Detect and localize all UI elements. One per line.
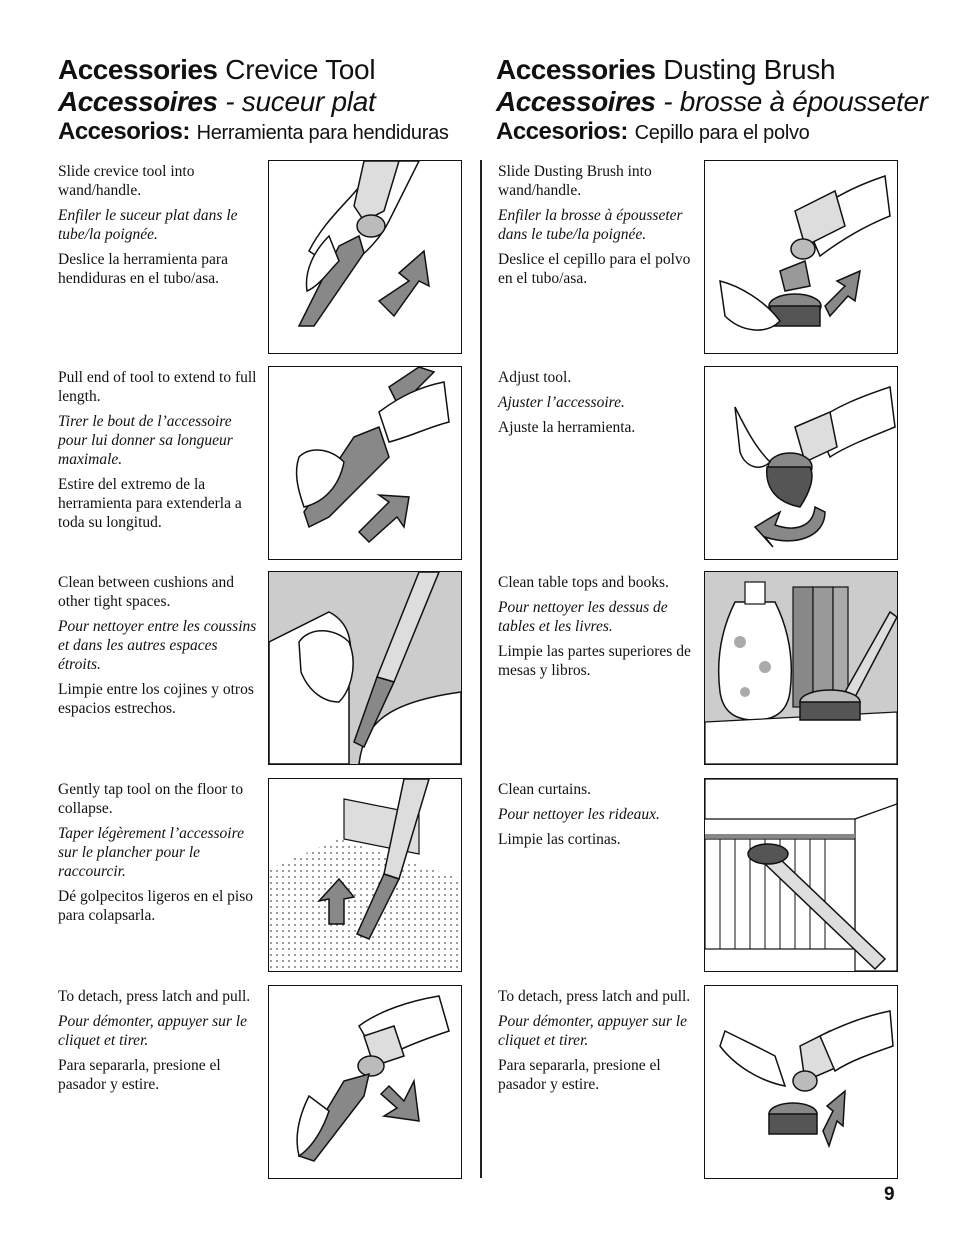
illustration-detach-crevice-tool (268, 985, 462, 1179)
right-step-4 (498, 778, 918, 972)
right-step-3 (498, 571, 918, 765)
step-text-es: Limpie entre los cojines y otros espacios estrechos. (58, 681, 254, 717)
illustration-clean-table-books (704, 571, 898, 765)
illustration-insert-crevice-tool (268, 160, 462, 354)
illustration-clean-cushions (268, 571, 462, 765)
step-text-en: Clean curtains. (498, 781, 591, 798)
step-text-en: To detach, press latch and pull. (498, 988, 691, 1005)
illustration-adjust-brush (704, 366, 898, 560)
step-text-fr: Tirer le bout de l’accessoire pour lui donner sa longueur maximale. (58, 413, 233, 468)
illustration-insert-dusting-brush (704, 160, 898, 354)
step-text-fr: Pour démonter, appuyer sur le cliquet et tirer. (58, 1013, 247, 1049)
page-number: 9 (884, 1184, 895, 1205)
left-step-1 (58, 160, 478, 354)
illustration-clean-curtains (704, 778, 898, 972)
right-heading-line3: Accesorios: Cepillo para el polvo (496, 118, 810, 145)
right-heading-line1: Accessories Dusting Brush (496, 54, 836, 85)
left-step-4 (58, 778, 478, 972)
left-step-2 (58, 366, 478, 560)
right-step-5 (498, 985, 918, 1179)
step-text-en: Clean table tops and books. (498, 574, 669, 591)
step-text-en: Pull end of tool to extend to full length. (58, 369, 257, 405)
step-text-es: Para separarla, presione el pasador y estire. (58, 1057, 221, 1093)
step-text-es: Ajuste la herramienta. (498, 419, 636, 436)
step-text-es: Para separarla, presione el pasador y estire. (498, 1057, 661, 1093)
step-text-en: To detach, press latch and pull. (58, 988, 251, 1005)
step-text-en: Gently tap tool on the floor to collapse. (58, 781, 244, 817)
right-heading-line2: Accessoires - brosse à épousseter (496, 86, 928, 117)
step-text-fr: Pour nettoyer entre les coussins et dans les autres espaces étroits. (58, 618, 257, 673)
step-text-en: Clean between cushions and other tight spaces. (58, 574, 235, 610)
left-step-5 (58, 985, 478, 1179)
step-text-en: Adjust tool. (498, 369, 572, 386)
left-heading-line2: Accessoires - suceur plat (58, 86, 376, 117)
illustration-extend-crevice-tool (268, 366, 462, 560)
step-text-es: Limpie las cortinas. (498, 831, 621, 848)
step-text-fr: Pour nettoyer les rideaux. (498, 806, 660, 823)
step-text-en: Slide Dusting Brush into wand/handle. (498, 163, 652, 199)
step-text-es: Dé golpecitos ligeros en el piso para colapsarla. (58, 888, 253, 924)
left-heading (58, 56, 464, 152)
step-text-fr: Enfiler la brosse à épousseter dans le tube/la poignée. (498, 207, 683, 243)
step-text-es: Deslice la herramienta para hendiduras en el tubo/asa. (58, 251, 228, 287)
step-text-fr: Enfiler le suceur plat dans le tube/la poignée. (58, 207, 238, 243)
step-text-fr: Pour démonter, appuyer sur le cliquet et tirer. (498, 1013, 687, 1049)
column-divider (480, 160, 482, 1178)
step-text-fr: Ajuster l’accessoire. (498, 394, 625, 411)
right-step-1 (498, 160, 918, 354)
left-step-3 (58, 571, 478, 765)
step-text-es: Deslice el cepillo para el polvo en el tubo/asa. (498, 251, 691, 287)
left-heading-line1: Accessories Crevice Tool (58, 54, 376, 85)
step-text-es: Limpie las partes superiores de mesas y libros. (498, 643, 691, 679)
step-text-en: Slide crevice tool into wand/handle. (58, 163, 195, 199)
illustration-detach-brush (704, 985, 898, 1179)
left-heading-line3: Accesorios: Herramienta para hendiduras (58, 118, 449, 145)
step-text-fr: Taper légèrement l’accessoire sur le plancher pour le raccourcir. (58, 825, 244, 880)
step-text-es: Estire del extremo de la herramienta para extenderla a toda su longitud. (58, 476, 242, 531)
right-step-2 (498, 366, 918, 560)
illustration-collapse-tool (268, 778, 462, 972)
step-text-fr: Pour nettoyer les dessus de tables et les livres. (498, 599, 668, 635)
right-heading (496, 54, 928, 152)
